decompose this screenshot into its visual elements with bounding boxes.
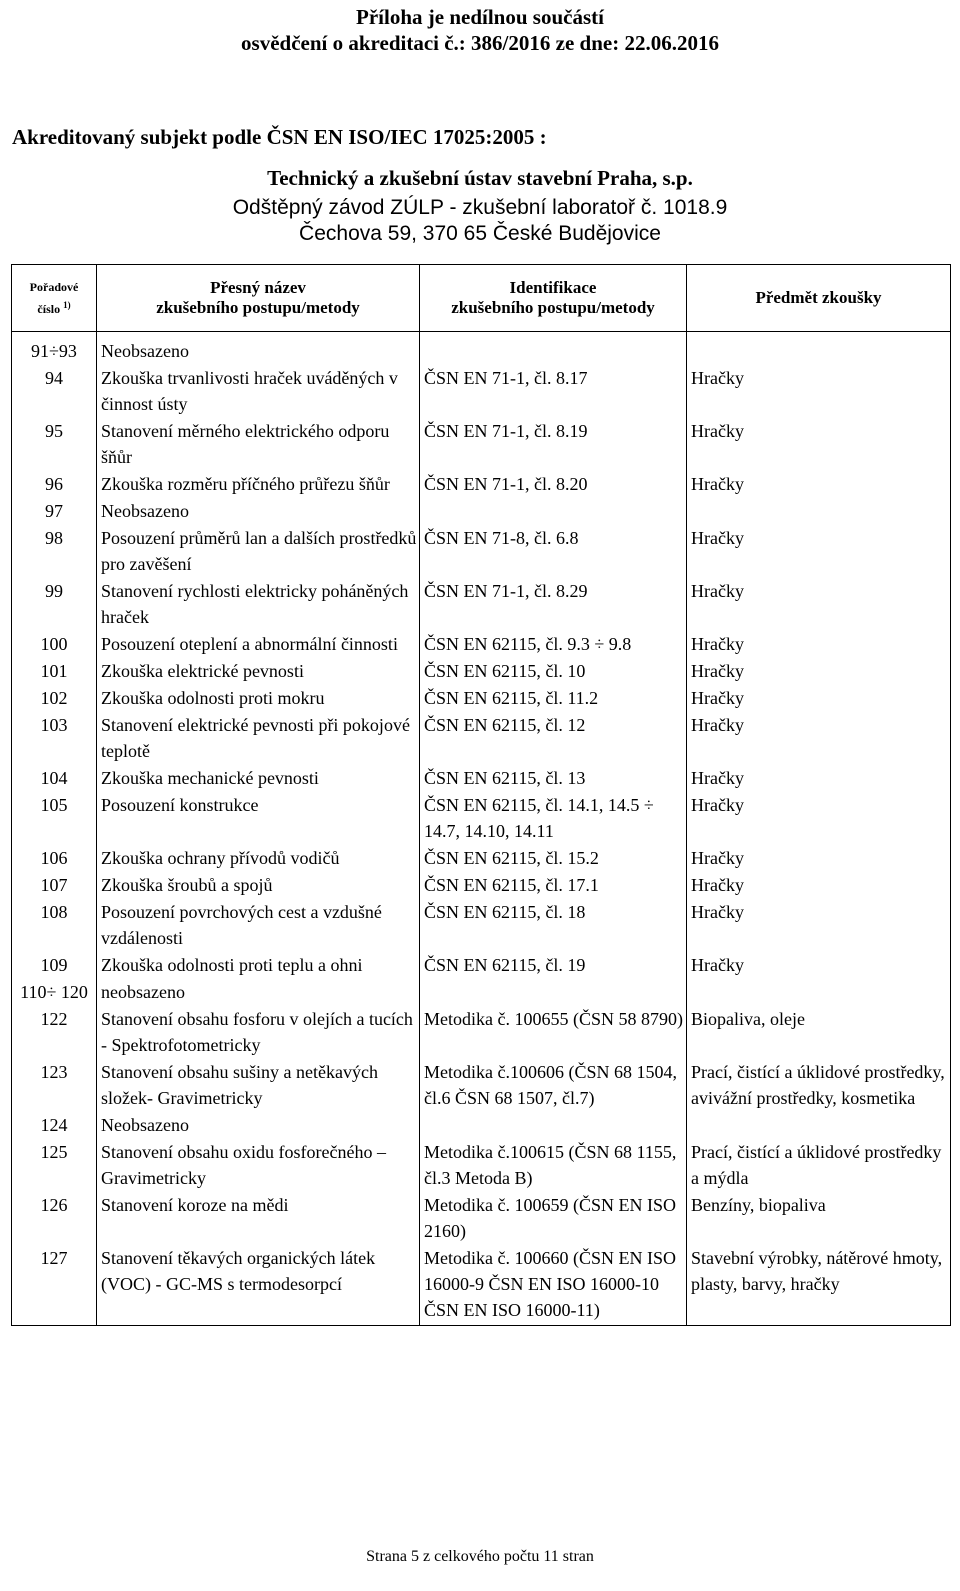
method-name: neobsazeno bbox=[97, 978, 420, 1005]
method-name: Neobsazeno bbox=[97, 497, 420, 524]
method-identification: ČSN EN 71-1, čl. 8.19 bbox=[420, 417, 687, 470]
annex-title: Příloha je nedílnou součástí bbox=[356, 5, 604, 29]
test-subject bbox=[687, 978, 951, 1005]
institution-name: Technický a zkušební ústav stavební Praha, s.p. bbox=[267, 166, 693, 190]
test-subject: Prací, čistící a úklidové prostředky, avivážní prostředky, kosmetika bbox=[687, 1058, 951, 1111]
test-subject: Hračky bbox=[687, 417, 951, 470]
test-subject: Prací, čistící a úklidové prostředky a mýdla bbox=[687, 1138, 951, 1191]
test-subject: Benzíny, biopaliva bbox=[687, 1191, 951, 1244]
test-subject: Hračky bbox=[687, 711, 951, 764]
table-row bbox=[12, 1058, 951, 1111]
table-row bbox=[12, 577, 951, 630]
table-row bbox=[12, 657, 951, 684]
table-row bbox=[12, 844, 951, 871]
table-row bbox=[12, 951, 951, 978]
method-identification: Metodika č.100615 (ČSN 68 1155, čl.3 Metoda B) bbox=[420, 1138, 687, 1191]
method-name: Zkouška rozměru příčného průřezu šňůr bbox=[97, 470, 420, 497]
table-row bbox=[12, 791, 951, 844]
table-row bbox=[12, 684, 951, 711]
method-name: Stanovení obsahu sušiny a netěkavých složek- Gravimetricky bbox=[97, 1058, 420, 1111]
test-subject: Hračky bbox=[687, 524, 951, 577]
table-row bbox=[12, 978, 951, 1005]
row-number: 109 bbox=[12, 951, 97, 978]
table-row bbox=[12, 630, 951, 657]
method-name: Posouzení průměrů lan a dalších prostředků pro zavěšení bbox=[97, 524, 420, 577]
methods-table bbox=[11, 264, 951, 1326]
row-number: 97 bbox=[12, 497, 97, 524]
method-identification: Metodika č.100606 (ČSN 68 1504, čl.6 ČSN 68 1507, čl.7) bbox=[420, 1058, 687, 1111]
method-identification: Metodika č. 100660 (ČSN EN ISO 16000-9 ČSN EN ISO 16000-10 ČSN EN ISO 16000-11) bbox=[420, 1244, 687, 1326]
row-number: 127 bbox=[12, 1244, 97, 1326]
method-identification bbox=[420, 978, 687, 1005]
table-row bbox=[12, 1138, 951, 1191]
test-subject: Hračky bbox=[687, 657, 951, 684]
test-subject: Hračky bbox=[687, 577, 951, 630]
table-row bbox=[12, 417, 951, 470]
test-subject: Hračky bbox=[687, 898, 951, 951]
table-row bbox=[12, 1005, 951, 1058]
table-row bbox=[12, 1111, 951, 1138]
method-name: Posouzení konstrukce bbox=[97, 791, 420, 844]
method-identification: ČSN EN 71-8, čl. 6.8 bbox=[420, 524, 687, 577]
test-subject: Hračky bbox=[687, 871, 951, 898]
test-subject: Hračky bbox=[687, 684, 951, 711]
table-row bbox=[12, 871, 951, 898]
method-identification bbox=[420, 332, 687, 365]
test-subject: Hračky bbox=[687, 791, 951, 844]
row-number: 108 bbox=[12, 898, 97, 951]
method-name: Stanovení těkavých organických látek (VOC) - GC-MS s termodesorpcí bbox=[97, 1244, 420, 1326]
column-header-subject: Předmět zkoušky bbox=[687, 265, 951, 332]
row-number: 105 bbox=[12, 791, 97, 844]
method-identification: ČSN EN 71-1, čl. 8.20 bbox=[420, 470, 687, 497]
method-name: Zkouška šroubů a spojů bbox=[97, 871, 420, 898]
row-number: 94 bbox=[12, 364, 97, 417]
test-subject: Stavební výrobky, nátěrové hmoty, plasty, barvy, hračky bbox=[687, 1244, 951, 1326]
row-number: 126 bbox=[12, 1191, 97, 1244]
method-identification: ČSN EN 62115, čl. 13 bbox=[420, 764, 687, 791]
table-row bbox=[12, 1244, 951, 1326]
row-number: 95 bbox=[12, 417, 97, 470]
method-name: Stanovení rychlosti elektricky poháněných hraček bbox=[97, 577, 420, 630]
test-subject: Hračky bbox=[687, 951, 951, 978]
row-number: 96 bbox=[12, 470, 97, 497]
row-number: 125 bbox=[12, 1138, 97, 1191]
method-identification: ČSN EN 62115, čl. 10 bbox=[420, 657, 687, 684]
method-identification: ČSN EN 62115, čl. 19 bbox=[420, 951, 687, 978]
method-name: Stanovení obsahu oxidu fosforečného – Gravimetricky bbox=[97, 1138, 420, 1191]
test-subject bbox=[687, 1111, 951, 1138]
method-identification: ČSN EN 62115, čl. 11.2 bbox=[420, 684, 687, 711]
laboratory-name: Odštěpný závod ZÚLP - zkušební laboratoř č. 1018.9 bbox=[232, 196, 728, 219]
method-identification bbox=[420, 1111, 687, 1138]
row-number: 123 bbox=[12, 1058, 97, 1111]
row-number: 98 bbox=[12, 524, 97, 577]
row-number: 104 bbox=[12, 764, 97, 791]
method-identification: ČSN EN 62115, čl. 15.2 bbox=[420, 844, 687, 871]
test-subject: Biopaliva, oleje bbox=[687, 1005, 951, 1058]
method-identification: Metodika č. 100659 (ČSN EN ISO 2160) bbox=[420, 1191, 687, 1244]
test-subject: Hračky bbox=[687, 764, 951, 791]
laboratory-address: Čechova 59, 370 65 České Budějovice bbox=[299, 222, 661, 245]
method-name: Zkouška elektrické pevnosti bbox=[97, 657, 420, 684]
method-name: Stanovení elektrické pevnosti při pokojové teplotě bbox=[97, 711, 420, 764]
method-name: Zkouška mechanické pevnosti bbox=[97, 764, 420, 791]
column-header-method-name: Přesný název zkušebního postupu/metody bbox=[97, 265, 420, 332]
method-name: Stanovení obsahu fosforu v olejích a tucích - Spektrofotometricky bbox=[97, 1005, 420, 1058]
test-subject bbox=[687, 497, 951, 524]
row-number: 124 bbox=[12, 1111, 97, 1138]
row-number: 110÷ 120 bbox=[12, 978, 97, 1005]
row-number: 122 bbox=[12, 1005, 97, 1058]
method-identification: ČSN EN 62115, čl. 18 bbox=[420, 898, 687, 951]
table-row bbox=[12, 764, 951, 791]
method-name: Posouzení oteplení a abnormální činnosti bbox=[97, 630, 420, 657]
test-subject: Hračky bbox=[687, 470, 951, 497]
page-footer: Strana 5 z celkového počtu 11 stran bbox=[366, 1548, 594, 1565]
accredited-subject-heading: Akreditovaný subjekt podle ČSN EN ISO/IEC 17025:2005 : bbox=[12, 125, 547, 149]
method-name: Zkouška ochrany přívodů vodičů bbox=[97, 844, 420, 871]
test-subject: Hračky bbox=[687, 844, 951, 871]
method-name: Posouzení povrchových cest a vzdušné vzdálenosti bbox=[97, 898, 420, 951]
certificate-reference: osvědčení o akreditaci č.: 386/2016 ze dne: 22.06.2016 bbox=[241, 31, 719, 55]
test-subject: Hračky bbox=[687, 364, 951, 417]
method-identification: ČSN EN 71-1, čl. 8.17 bbox=[420, 364, 687, 417]
method-identification: ČSN EN 62115, čl. 17.1 bbox=[420, 871, 687, 898]
row-number: 106 bbox=[12, 844, 97, 871]
row-number: 101 bbox=[12, 657, 97, 684]
table-row bbox=[12, 497, 951, 524]
method-identification: ČSN EN 71-1, čl. 8.29 bbox=[420, 577, 687, 630]
row-number: 103 bbox=[12, 711, 97, 764]
test-subject bbox=[687, 332, 951, 365]
method-name: Stanovení koroze na mědi bbox=[97, 1191, 420, 1244]
test-subject: Hračky bbox=[687, 630, 951, 657]
method-name: Zkouška odolnosti proti mokru bbox=[97, 684, 420, 711]
method-name: Stanovení měrného elektrického odporu šňůr bbox=[97, 417, 420, 470]
method-identification: ČSN EN 62115, čl. 12 bbox=[420, 711, 687, 764]
table-header-row bbox=[12, 265, 951, 332]
table-row bbox=[12, 364, 951, 417]
row-number: 100 bbox=[12, 630, 97, 657]
method-name: Neobsazeno bbox=[97, 1111, 420, 1138]
table-row bbox=[12, 332, 951, 365]
method-identification: ČSN EN 62115, čl. 9.3 ÷ 9.8 bbox=[420, 630, 687, 657]
method-name: Zkouška trvanlivosti hraček uváděných v činnost ústy bbox=[97, 364, 420, 417]
method-name: Neobsazeno bbox=[97, 332, 420, 365]
table-row bbox=[12, 470, 951, 497]
row-number: 102 bbox=[12, 684, 97, 711]
method-identification: ČSN EN 62115, čl. 14.1, 14.5 ÷ 14.7, 14.10, 14.11 bbox=[420, 791, 687, 844]
row-number: 107 bbox=[12, 871, 97, 898]
table-row bbox=[12, 1191, 951, 1244]
column-header-method-id: Identifikace zkušebního postupu/metody bbox=[420, 265, 687, 332]
method-name: Zkouška odolnosti proti teplu a ohni bbox=[97, 951, 420, 978]
table-row bbox=[12, 524, 951, 577]
table-row bbox=[12, 711, 951, 764]
table-row bbox=[12, 898, 951, 951]
column-header-number: Pořadové číslo $^{1)}$ bbox=[12, 265, 97, 332]
row-number: 91÷93 bbox=[12, 332, 97, 365]
method-identification: Metodika č. 100655 (ČSN 58 8790) bbox=[420, 1005, 687, 1058]
row-number: 99 bbox=[12, 577, 97, 630]
method-identification bbox=[420, 497, 687, 524]
